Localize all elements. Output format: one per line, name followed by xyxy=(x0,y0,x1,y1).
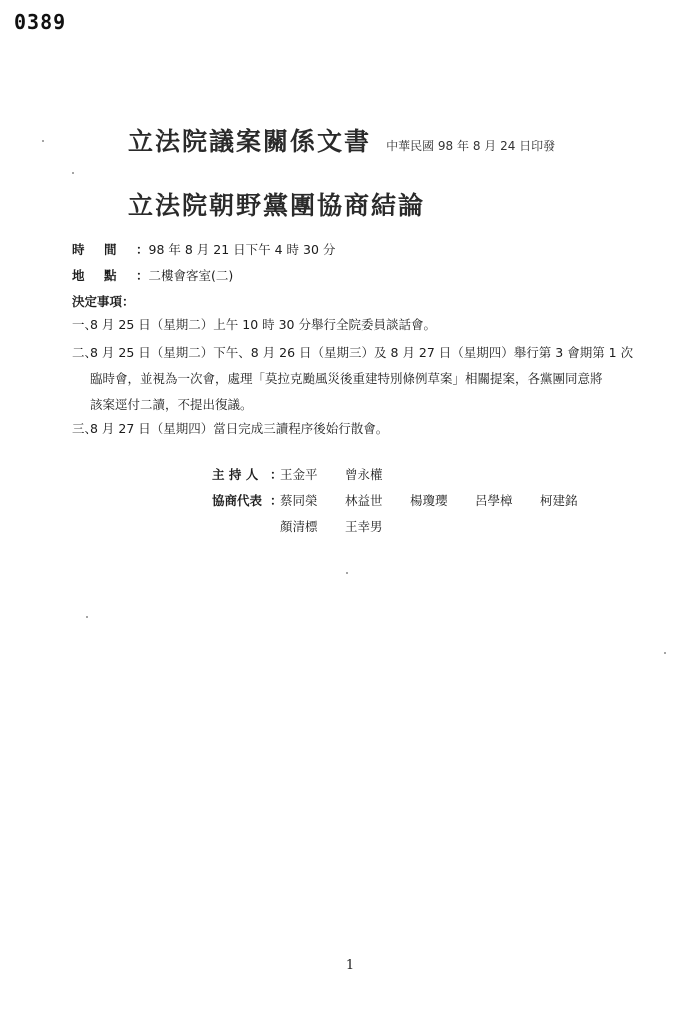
time-label: 時 間 xyxy=(72,242,117,257)
representatives-row: 協商代表 ：蔡同榮 林益世 楊瓊瓔 呂學樟 柯建銘 xyxy=(212,488,605,514)
scan-speck xyxy=(72,172,74,174)
header-title: 立法院議案關係文書 xyxy=(128,127,372,156)
resolution-item-3 xyxy=(72,416,662,442)
place-colon: ： xyxy=(136,268,149,283)
print-date: 中華民國 98 年 8 月 24 日印發 xyxy=(386,139,556,153)
place-label: 地 點 xyxy=(72,268,117,283)
item-number: 二、 xyxy=(72,345,98,360)
rep-name: 蔡同榮 xyxy=(280,493,318,508)
chair-label: 主 持 人 xyxy=(212,467,259,482)
rep-name: 王幸男 xyxy=(345,519,383,534)
time-value: 98 年 8 月 21 日下午 4 時 30 分 xyxy=(148,242,336,257)
rep-name: 顏清標 xyxy=(280,519,318,534)
time-colon: ： xyxy=(136,242,149,257)
item-text-line1: 8 月 25 日（星期二）下午、8 月 26 日（星期三）及 8 月 27 日（星期四）舉行第 3 會期第 1 次 xyxy=(90,345,634,360)
page-number: 1 xyxy=(345,958,355,973)
scan-speck xyxy=(42,140,44,142)
chair-name: 王金平 xyxy=(280,467,318,482)
rep-label: 協商代表 xyxy=(212,493,263,508)
rep-name: 呂學樟 xyxy=(475,493,513,508)
meeting-place-row xyxy=(72,266,233,284)
document-id: 0389 xyxy=(14,10,67,34)
item-text: 8 月 25 日（星期二）上午 10 時 30 分舉行全院委員談話會。 xyxy=(90,317,436,332)
rep-name: 林益世 xyxy=(345,493,383,508)
chair-row: 主 持 人 ：王金平 曾永權 xyxy=(212,462,605,488)
rep-name: 柯建銘 xyxy=(540,493,578,508)
item-text: 8 月 27 日（星期四）當日完成三讀程序後始行散會。 xyxy=(90,421,389,436)
item-number: 三、 xyxy=(72,421,98,436)
conclusion-title: 立法院朝野黨團協商結論 xyxy=(128,191,426,220)
document-header xyxy=(128,122,555,158)
rep-name: 楊瓊瓔 xyxy=(410,493,448,508)
representatives-row-2 xyxy=(212,514,605,540)
scan-speck xyxy=(86,616,88,618)
place-value: 二樓會客室(二) xyxy=(148,268,234,283)
chair-name: 曾永權 xyxy=(345,467,383,482)
resolution-item-1 xyxy=(72,312,662,338)
scan-speck xyxy=(346,572,348,574)
resolution-item-2 xyxy=(72,340,662,418)
item-text-line3: 該案逕付二讀，不提出復議。 xyxy=(90,397,253,412)
item-number: 一、 xyxy=(72,317,98,332)
meeting-time-row xyxy=(72,240,335,258)
signature-block xyxy=(212,462,605,540)
item-text-line2: 臨時會，並視為一次會，處理「莫拉克颱風災後重建特別條例草案」相關提案，各黨團同意將 xyxy=(90,371,603,386)
resolution-label: 決定事項： xyxy=(72,294,135,309)
scan-speck xyxy=(664,652,666,654)
